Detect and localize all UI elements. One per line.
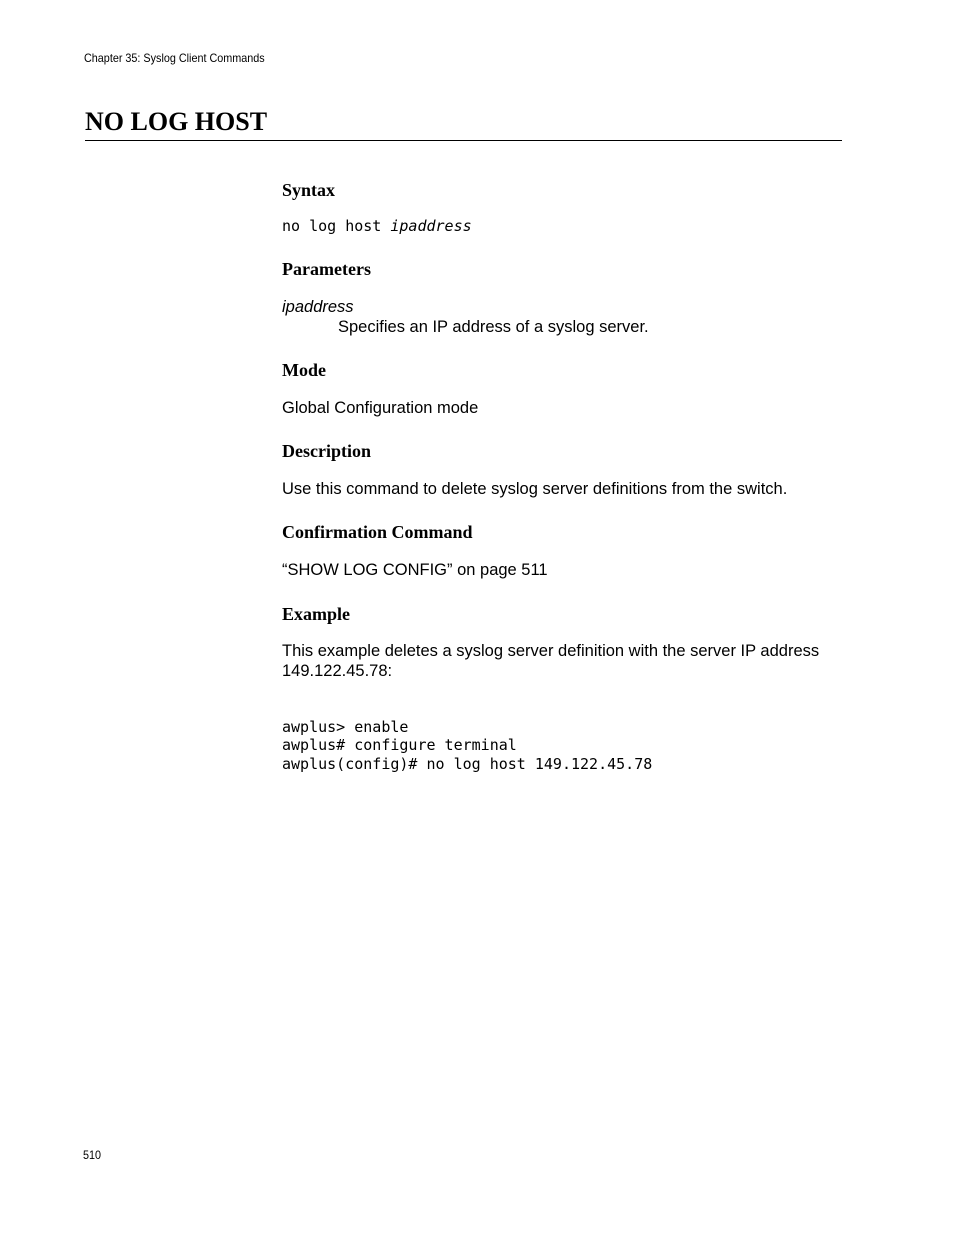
running-head: Chapter 35: Syslog Client Commands — [84, 51, 265, 65]
description-text: Use this command to delete syslog server definitions from the switch. — [282, 480, 788, 498]
confirmation-link[interactable]: “SHOW LOG CONFIG” on page 511 — [282, 561, 548, 579]
parameter-name: ipaddress — [282, 298, 354, 316]
page-number: 510 — [83, 1148, 102, 1162]
mode-text: Global Configuration mode — [282, 399, 479, 417]
syntax-command — [282, 217, 472, 236]
page-title: NO LOG HOST — [85, 107, 268, 136]
syntax-command-text: no log host — [282, 217, 391, 235]
title-rule — [85, 140, 842, 141]
example-code-block — [282, 699, 652, 792]
example-intro-line-1: This example deletes a syslog server definition with the server IP address — [282, 642, 820, 660]
code-line: awplus(config)# no log host 149.122.45.78 — [282, 754, 653, 773]
example-heading: Example — [282, 604, 351, 624]
syntax-argument: ipaddress — [390, 217, 472, 235]
confirmation-heading: Confirmation Command — [282, 522, 473, 542]
parameter-description: Specifies an IP address of a syslog server. — [338, 318, 649, 336]
code-line: awplus> enable — [282, 717, 409, 736]
parameters-heading: Parameters — [282, 259, 371, 279]
code-line: awplus# configure terminal — [282, 736, 517, 754]
syntax-heading: Syntax — [282, 180, 336, 200]
description-heading: Description — [282, 441, 371, 461]
mode-heading: Mode — [282, 360, 326, 380]
example-intro-line-2: 149.122.45.78: — [282, 662, 393, 680]
